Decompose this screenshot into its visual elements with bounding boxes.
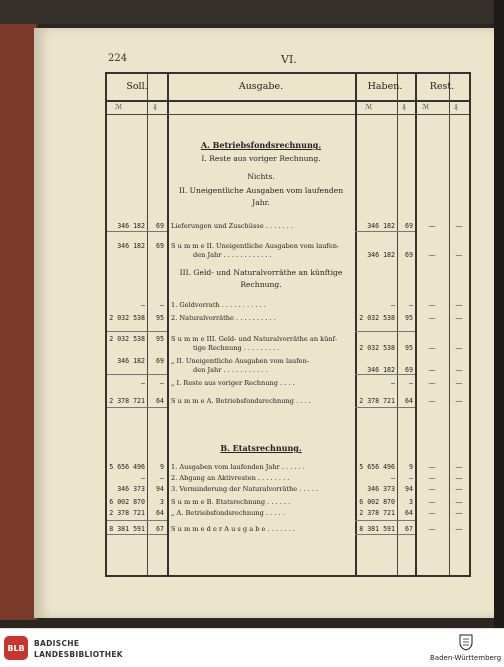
rest-pf-value: — [455, 463, 463, 471]
rest-mark-value: — [428, 463, 436, 471]
soll-mark-value: 2 378 721 [109, 397, 145, 405]
haben-pf-value: 94 [405, 485, 413, 493]
ausgabe-text-continued: den Jahr . . . . . . . . . . . . [193, 251, 272, 259]
haben-pf-value: 95 [405, 314, 413, 322]
ausgabe-text: 3. Verminderung der Naturalvorräthe . . . . . [171, 485, 319, 493]
haben-pf-value: 3 [409, 498, 413, 506]
haben-mark-value: 6 002 870 [359, 498, 395, 506]
rest-mark-value: — [428, 366, 436, 374]
section-heading: B. Etatsrechnung. [220, 443, 302, 453]
sum-rule [107, 407, 167, 408]
rest-mark-value: — [428, 509, 436, 517]
haben-pf-value: 9 [409, 463, 413, 471]
soll-pf-value: 3 [160, 498, 164, 506]
section-heading: Nichts. [247, 172, 275, 181]
haben-mark-value: 5 656 496 [359, 463, 395, 471]
ausgabe-text: S u m m e III. Geld- und Naturalvorräthe an künf- [171, 335, 338, 343]
section-heading: II. Uneigentliche Ausgaben vom laufenden [178, 186, 344, 195]
soll-pf-value: 69 [156, 222, 164, 230]
soll-pf-value: — [160, 474, 164, 482]
scan-top-edge [0, 0, 504, 24]
sum-rule [355, 534, 415, 535]
rest-pf-value: — [455, 379, 463, 387]
rest-mark-value: — [428, 251, 436, 259]
soll-mark-value: 2 032 538 [109, 314, 145, 322]
soll-pf-value: 94 [156, 485, 164, 493]
section-heading: I. Reste aus voriger Rechnung. [201, 154, 321, 163]
soll-pf-value: 95 [156, 314, 164, 322]
ausgabe-text: S u m m e d e r A u s g a b e . . . . . . . [171, 525, 295, 533]
section-heading: A. Betriebsfondsrechnung. [200, 140, 322, 150]
soll-pf-value: 64 [156, 397, 164, 405]
ausgabe-text: 1. Ausgaben vom laufenden Jahr . . . . . . [171, 463, 305, 471]
haben-pf-value: 69 [405, 251, 413, 259]
soll-mark-value: 346 182 [117, 357, 145, 365]
scan-right-edge [494, 0, 504, 628]
sum-rule [107, 231, 167, 232]
haben-mark-value: 2 032 538 [359, 314, 395, 322]
haben-pf-value: 95 [405, 344, 413, 352]
unit-mark: ℳ [365, 103, 373, 111]
ausgabe-text: S u m m e II. Uneigentliche Ausgaben vom laufen- [171, 242, 340, 250]
rest-pf-value: — [455, 366, 463, 374]
haben-mark-value: 2 032 538 [359, 344, 395, 352]
haben-mark-value: 346 182 [367, 222, 395, 230]
rest-pf-value: — [455, 485, 463, 493]
rest-pf-value: — [455, 525, 463, 533]
haben-mark-value: — [391, 474, 395, 482]
rest-mark-value: — [428, 314, 436, 322]
haben-mark-value: 346 373 [367, 485, 395, 493]
soll-mark-value: 5 656 496 [109, 463, 145, 471]
soll-pf-value: 64 [156, 509, 164, 517]
column-header-soll: Soll. [126, 81, 148, 92]
ausgabe-text: 2. Naturalvorräthe . . . . . . . . . . [171, 314, 276, 322]
soll-mark-value: — [141, 474, 145, 482]
rest-mark-value: — [428, 222, 436, 230]
page-number: 224 [108, 53, 128, 64]
sum-rule [355, 374, 415, 375]
soll-mark-value: — [141, 379, 145, 387]
haben-mark-value: 2 378 721 [359, 509, 395, 517]
ausgabe-text-continued: tige Rechnung . . . . . . . . . [193, 344, 280, 352]
sum-rule [355, 231, 415, 232]
soll-pf-value: 69 [156, 357, 164, 365]
sum-rule [355, 520, 415, 521]
haben-pf-value: — [409, 301, 413, 309]
rest-pf-value: — [455, 314, 463, 322]
book-cover-edge [0, 24, 38, 620]
haben-pf-value: — [409, 379, 413, 387]
haben-pf-value: 69 [405, 366, 413, 374]
haben-mark-value: — [391, 301, 395, 309]
library-name-line2: LANDESBIBLIOTHEK [34, 650, 123, 659]
soll-pf-value: — [160, 301, 164, 309]
column-header-ausgabe: Ausgabe. [238, 81, 284, 92]
unit-pf: ₰ [153, 103, 157, 111]
soll-mark-value: 346 182 [117, 242, 145, 250]
rest-mark-value: — [428, 344, 436, 352]
rest-mark-value: — [428, 498, 436, 506]
ausgabe-text: „ II. Uneigentliche Ausgaben vom laufen- [171, 357, 310, 365]
soll-pf-value: 95 [156, 335, 164, 343]
sum-rule [355, 407, 415, 408]
sum-rule [107, 331, 167, 332]
sum-rule [107, 534, 167, 535]
unit-pf: ₰ [454, 103, 458, 111]
library-name-line1: BADISCHE [34, 639, 80, 648]
ausgabe-text: 2. Abgang an Aktivresten . . . . . . . . [171, 474, 290, 482]
soll-pf-value: 69 [156, 242, 164, 250]
baden-wuerttemberg-label: Baden-Württemberg [430, 654, 502, 662]
ausgabe-text-continued: den Jahr . . . . . . . . . . . [193, 366, 268, 374]
soll-mark-value: 346 373 [117, 485, 145, 493]
column-header-haben: Haben. [367, 81, 403, 92]
haben-mark-value: 346 182 [367, 251, 395, 259]
section-heading: Jahr. [252, 198, 270, 207]
unit-mark: ℳ [422, 103, 430, 111]
blb-logo: BLB [4, 636, 28, 660]
ausgabe-text: Lieferungen und Zuschüsse . . . . . . . [171, 222, 294, 230]
soll-mark-value: 346 182 [117, 222, 145, 230]
column-header-rest: Rest. [429, 81, 455, 92]
sum-rule [355, 331, 415, 332]
section-heading: Rechnung. [240, 280, 282, 289]
rest-mark-value: — [428, 379, 436, 387]
haben-pf-value: 67 [405, 525, 413, 533]
rest-mark-value: — [428, 525, 436, 533]
ausgabe-text: „ I. Reste aus voriger Rechnung . . . . [171, 379, 295, 387]
rest-mark-value: — [428, 301, 436, 309]
rest-pf-value: — [455, 301, 463, 309]
sum-rule [107, 520, 167, 521]
baden-wuerttemberg-crest-icon [458, 633, 474, 651]
rest-pf-value: — [455, 509, 463, 517]
soll-mark-value: — [141, 301, 145, 309]
rest-mark-value: — [428, 485, 436, 493]
rest-pf-value: — [455, 344, 463, 352]
soll-mark-value: 2 378 721 [109, 509, 145, 517]
unit-mark: ℳ [115, 103, 123, 111]
haben-mark-value: 2 378 721 [359, 397, 395, 405]
ausgabe-text: 1. Geldvorrath . . . . . . . . . . . [171, 301, 266, 309]
haben-mark-value: 8 381 591 [359, 525, 395, 533]
ausgabe-text: S u m m e A. Betriebsfondsrechnung . . . . [171, 397, 311, 405]
rest-mark-value: — [428, 397, 436, 405]
rest-pf-value: — [455, 498, 463, 506]
haben-pf-value: 64 [405, 397, 413, 405]
section-heading: III. Geld- und Naturalvorräthe an künftige [179, 268, 343, 277]
rest-pf-value: — [455, 251, 463, 259]
section-number: VI. [281, 53, 297, 66]
ledger-table [105, 72, 471, 577]
soll-mark-value: 6 002 870 [109, 498, 145, 506]
haben-pf-value: — [409, 474, 413, 482]
rest-pf-value: — [455, 222, 463, 230]
soll-mark-value: 8 381 591 [109, 525, 145, 533]
rest-pf-value: — [455, 397, 463, 405]
haben-mark-value: 346 182 [367, 366, 395, 374]
haben-pf-value: 64 [405, 509, 413, 517]
soll-pf-value: 67 [156, 525, 164, 533]
ausgabe-text: S u m m e B. Etatsrechnung . . . . . . [171, 498, 291, 506]
haben-mark-value: — [391, 379, 395, 387]
sum-rule [107, 374, 167, 375]
soll-pf-value: — [160, 379, 164, 387]
rest-pf-value: — [455, 474, 463, 482]
ausgabe-text: „ A. Betriebsfondsrechnung . . . . . [171, 509, 285, 517]
haben-pf-value: 69 [405, 222, 413, 230]
soll-mark-value: 2 032 538 [109, 335, 145, 343]
unit-pf: ₰ [402, 103, 406, 111]
soll-pf-value: 9 [160, 463, 164, 471]
rest-mark-value: — [428, 474, 436, 482]
